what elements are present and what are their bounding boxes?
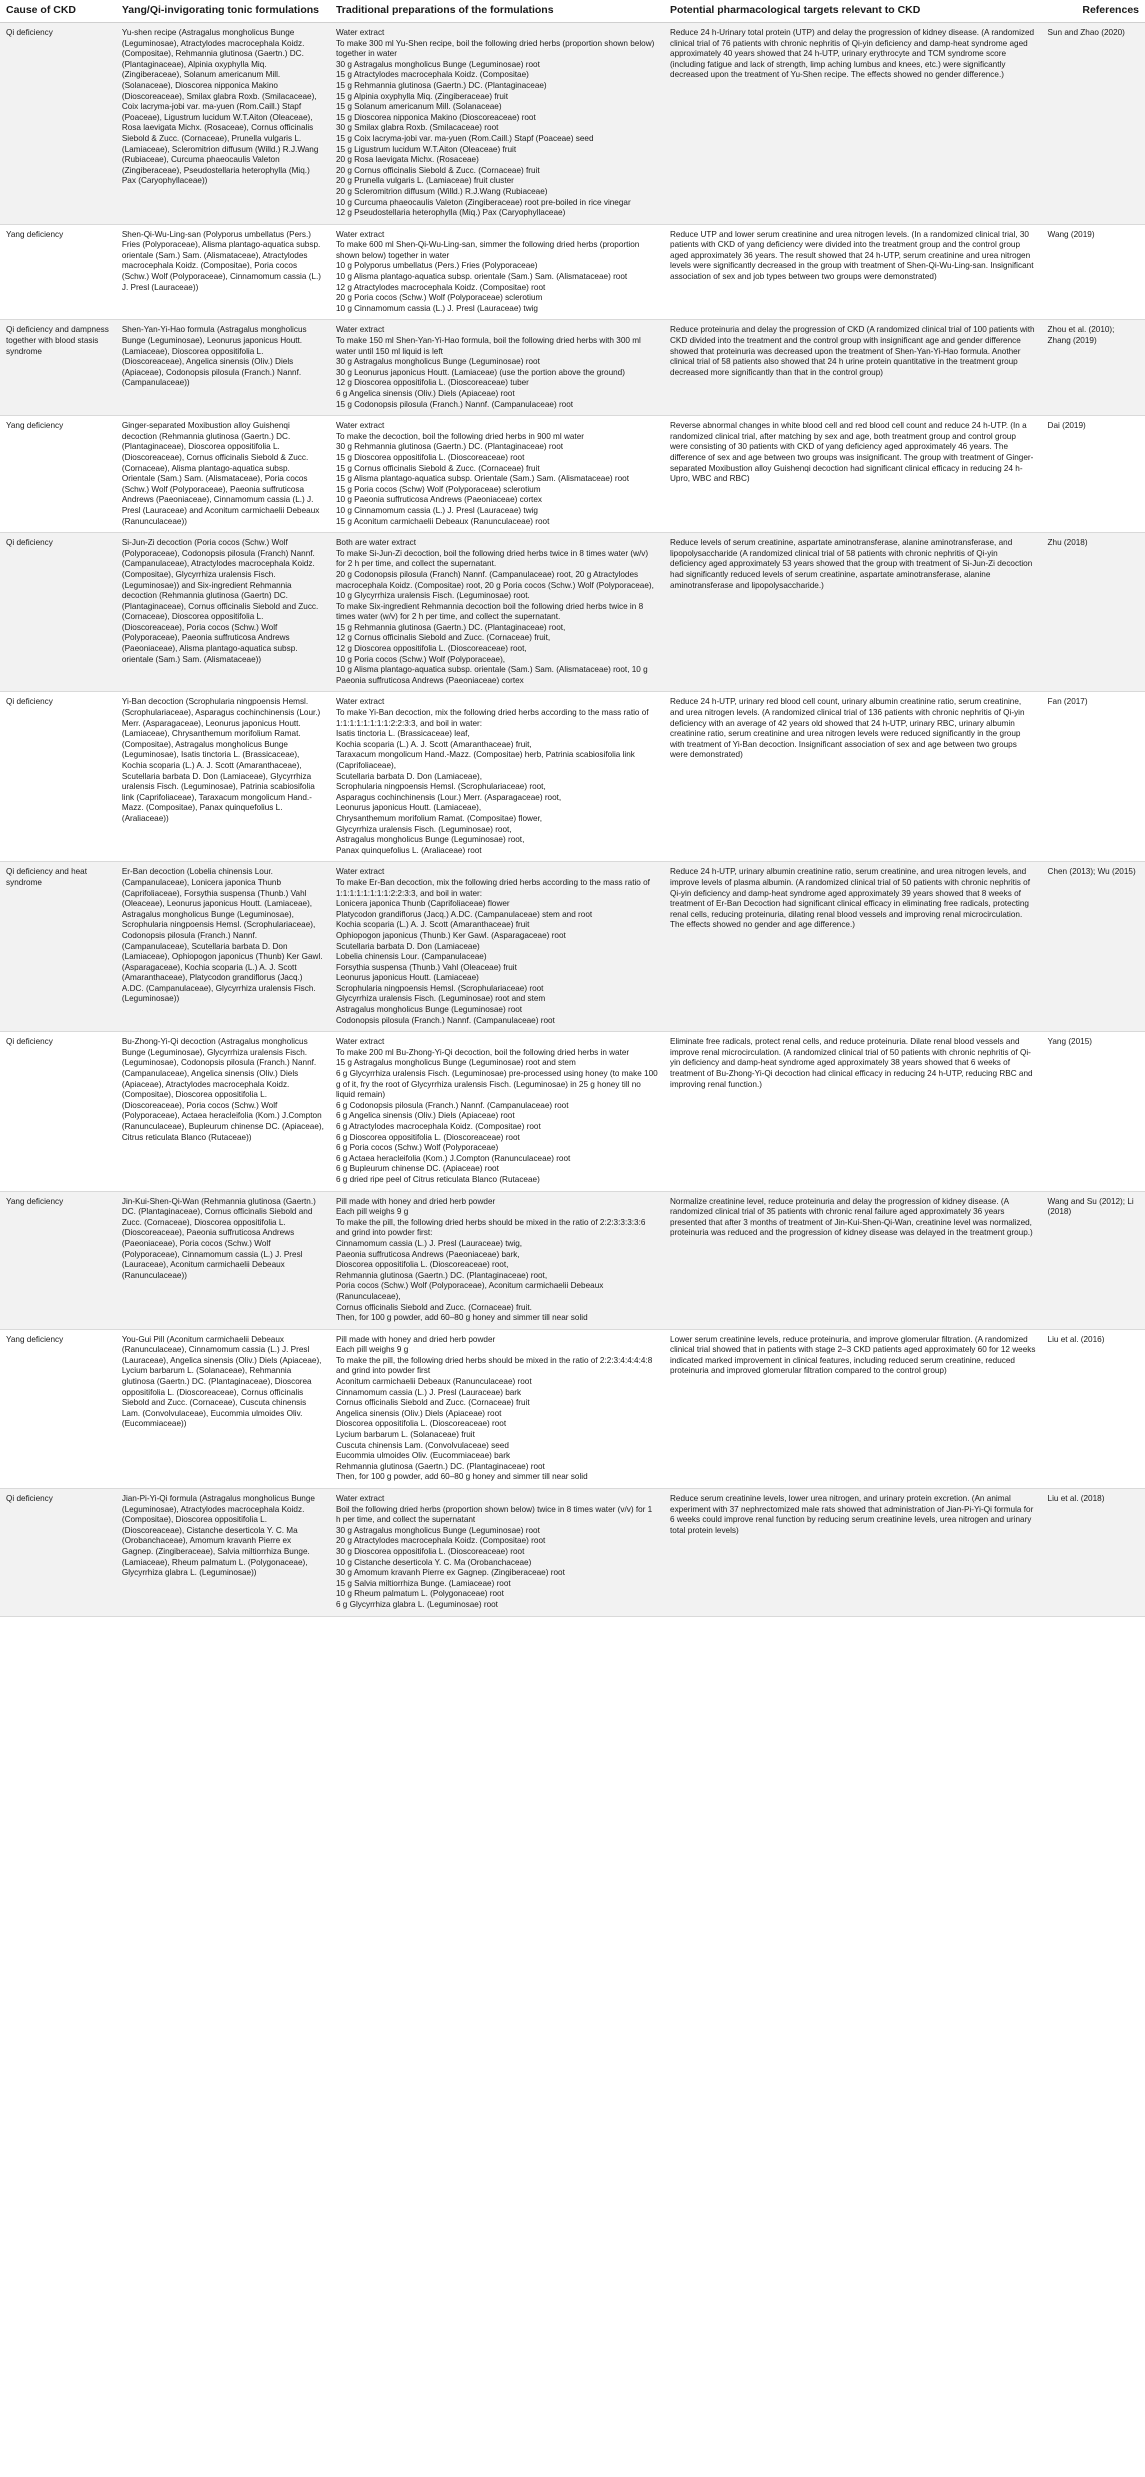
targets-cell: Reduce levels of serum creatinine, aspartate aminotransferase, alanine aminotransferase, and lipopolysaccharide (A randomized clinical trial of 58 patients with chronic nephritis of Qi-yin deficiency aged approximately 53 years showed that the group with treatment of Si-Jun-Zi decoction had significantly reduced levels of serum creatinine, aspartate aminotransferase, alanine aminotransferase and lipopolysaccharide.): [664, 533, 1042, 692]
preparation-cell: [330, 23, 664, 225]
preparation-line: Lycium barbarum L. (Solanaceae) fruit: [335, 1430, 475, 1440]
formulation-cell: Ginger-separated Moxibustion alloy Guishenqi decoction (Rehmannia glutinosa (Gaertn.) DC. (Plantaginaceae), Dioscorea oppositifolia L. (Dioscoreaceae), Cornus officinalis Siebold & Zucc. (Cornaceae), Alisma plantago-aquatica subsp. Orientale (Sam.) Sam. (Alismataceae), Poria cocos (Schw.) Wolf (Polyporaceae), Paeonia suffruticosa Andrews (Paeoniaceae), Cinnamomum cassia (L.) J. Presl (Lauraceae) and Aconitum carmichaelii Debeaux (Ranunculaceae)): [116, 416, 330, 533]
preparation-line: 15 g Cornus officinalis Siebold & Zucc. (Cornaceae) fruit: [335, 463, 540, 473]
preparation-line: 30 g Astragalus mongholicus Bunge (Leguminosae) root: [335, 1525, 540, 1535]
reference-cell: Wang (2019): [1042, 224, 1145, 320]
preparation-line: Glycyrrhiza uralensis Fisch. (Leguminosae) root and stem: [335, 994, 546, 1004]
preparation-line: Kochia scoparia (L.) A. J. Scott (Amaranthaceae) fruit,: [335, 739, 532, 749]
preparation-line: Panax quinquefolius L. (Araliaceae) root: [335, 845, 482, 855]
cause-cell: Qi deficiency: [0, 533, 116, 692]
preparation-line: To make 200 ml Bu-Zhong-Yi-Qi decoction, boil the following dried herbs in water: [335, 1047, 630, 1057]
preparation-line: Leonurus japonicus Houtt. (Lamiaceae): [335, 973, 479, 983]
formulation-cell: Yu-shen recipe (Astragalus mongholicus Bunge (Leguminosae), Atractylodes macrocephala Koidz. (Compositae), Rehmannia glutinosa (Gaertn.) DC. (Plantaginaceae), Alpinia oxyphylla Miq. (Zingiberaceae), Solanum americanum Mill. (Solanaceae), Dioscorea nipponica Makino (Dioscoreaceae), Smilax glabra Roxb. (Smilacaceae), Coix lacryma-jobi var. ma-yuen (Rom.Caill.) Stapf (Poaceae), Ligustrum lucidum W.T.Aiton (Oleaceae), Rosa laevigata Michx. (Rosaceae), Cornus officinalis Siebold & Zucc. (Cornaceae), Prunella vulgaris L. (Lamiaceae), Scleromitrion diffusum (Willd.) R.J.Wang (Rubiaceae), Curcuma phaeocaulis Valeton (Zingiberaceae), Pseudostellaria heterophylla (Miq.) Pax (Caryophyllaceae)): [116, 23, 330, 225]
preparation-cell: [330, 1329, 664, 1488]
preparation-line: 12 g Cornus officinalis Siebold and Zucc. (Cornaceae) fruit,: [335, 633, 551, 643]
preparation-cell: [330, 320, 664, 416]
formulation-cell: Shen-Yan-Yi-Hao formula (Astragalus mongholicus Bunge (Leguminosae), Leonurus japonicus Houtt. (Lamiaceae), Dioscorea oppositifolia L. (Dioscoreaceae), Angelica sinensis (Oliv.) Diels (Apiaceae), Codonopsis pilosula (Franch.) Nannf. (Campanulaceae)): [116, 320, 330, 416]
preparation-line: Pill made with honey and dried herb powder: [335, 1196, 496, 1206]
preparation-line: 12 g Atractylodes macrocephala Koidz. (Compositae) root: [335, 282, 546, 292]
targets-cell: Reverse abnormal changes in white blood cell and red blood cell count and reduce 24 h-UTP. (In a randomized clinical trial, after matching by sex and age, both treatment group and control group were consisting of 30 patients with CKD of yang deficiency aged approximately 46 years. The difference of sex and age between two groups was insignificant. The group with treatment of Ginger-separated Moxibustion alloy Guishenqi decoction had significant clinical efficacy in reducing 24 h-Upro, WBC and RBC): [664, 416, 1042, 533]
table-row: [0, 1329, 1145, 1488]
preparation-line: 10 g Cinnamomum cassia (L.) J. Presl (Lauraceae) twig: [335, 505, 538, 515]
preparation-line: 30 g Amomum kravanh Pierre ex Gagnep. (Zingiberaceae) root: [335, 1568, 565, 1578]
preparation-cell: [330, 533, 664, 692]
preparation-line: 6 g Codonopsis pilosula (Franch.) Nannf. (Campanulaceae) root: [335, 1100, 569, 1110]
preparation-line: To make the pill, the following dried herbs should be mixed in the ratio of 2:2:3:3:3:3:6 and grind into powder first:: [335, 1217, 646, 1238]
preparation-cell: [330, 1191, 664, 1329]
formulation-cell: Jian-Pi-Yi-Qi formula (Astragalus mongholicus Bunge (Leguminosae), Atractylodes macrocephala Koidz. (Compositae), Dioscorea oppositifolia L. (Dioscoreaceae), Cistanche deserticola Y. C. Ma (Orobanchaceae), Amomum kravanh Pierre ex Gagnep. (Zingiberaceae), Salvia miltiorrhiza Bunge. (Lamiaceae), Rheum palmatum L. (Polygonaceae), Glycyrrhiza glabra L. (Leguminosae)): [116, 1489, 330, 1617]
preparation-line: Astragalus mongholicus Bunge (Leguminosae) root,: [335, 835, 525, 845]
header-references: References: [1042, 0, 1145, 23]
preparation-line: 12 g Dioscorea oppositifolia L. (Dioscoreaceae) root,: [335, 644, 527, 654]
preparation-line: To make 150 ml Shen-Yan-Yi-Hao formula, boil the following dried herbs with 300 ml water until 150 ml liquid is left: [335, 336, 641, 356]
preparation-line: 6 g Atractylodes macrocephala Koidz. (Compositae) root: [335, 1122, 541, 1131]
formulation-cell: Jin-Kui-Shen-Qi-Wan (Rehmannia glutinosa (Gaertn.) DC. (Plantaginaceae), Cornus officinalis Siebold and Zucc. (Cornaceae), Dioscorea oppositifolia L. (Dioscoreaceae), Paeonia suffruticosa Andrews (Paeoniaceae), Poria cocos (Schw.) Wolf (Polyporaceae), Cinnamomum cassia (L.) J. Presl (Lauraceae), Aconitum carmichaelii Debeaux (Ranunculaceae)): [116, 1191, 330, 1329]
preparation-line: To make Si-Jun-Zi decoction, boil the following dried herbs twice in 8 times water (w/v) for 2 h per time, and collect the supernatant.: [335, 548, 649, 569]
cause-cell: Qi deficiency: [0, 1489, 116, 1617]
preparation-line: 30 g Rehmannia glutinosa (Gaertn.) DC. (Plantaginaceae) root: [335, 442, 564, 452]
preparation-line: 6 g Dioscorea oppositifolia L. (Dioscoreaceae) root: [335, 1132, 520, 1142]
preparation-line: 15 g Alisma plantago-aquatica subsp. Orientale (Sam.) Sam. (Alismataceae) root: [335, 474, 630, 484]
preparation-line: Water extract: [335, 697, 385, 707]
cause-cell: Yang deficiency: [0, 1329, 116, 1488]
formulation-cell: Yi-Ban decoction (Scrophularia ningpoensis Hemsl. (Scrophulariaceae), Asparagus cochinchinensis (Lour.) Merr. (Asparagaceae), Leonurus japonicus Houtt. (Lamiaceae), Chrysanthemum morifolium Ramat. (Compositae), Astragalus mongholicus Bunge (Leguminosae), Isatis tinctoria L. (Brassicaceae), Kochia scoparia (L.) A. J. Scott (Amaranthaceae), Scutellaria barbata D. Don (Lamiaceae), Glycyrrhiza uralensis Fisch. (Leguminosae), Patrinia scabiosifolia link (Caprifoliaceae), Taraxacum mongolicum Hand.-Mazz. (Compositae), Panax quinquefolius L. (Araliaceae)): [116, 692, 330, 862]
preparation-line: 10 g Cinnamomum cassia (L.) J. Presl (Lauraceae) twig: [335, 303, 538, 313]
reference-cell: Sun and Zhao (2020): [1042, 23, 1145, 225]
cause-cell: Qi deficiency and dampness together with blood stasis syndrome: [0, 320, 116, 416]
table-body: [0, 23, 1145, 1617]
preparation-line: Then, for 100 g powder, add 60–80 g honey and simmer till near solid: [335, 1472, 588, 1482]
preparation-line: Pill made with honey and dried herb powder: [335, 1334, 496, 1344]
preparation-line: Water extract: [335, 1037, 385, 1047]
preparation-line: 10 g Poria cocos (Schw.) Wolf (Polyporaceae),: [335, 654, 506, 664]
preparation-line: 6 g Poria cocos (Schw.) Wolf (Polyporaceae): [335, 1143, 499, 1153]
header-formulations: Yang/Qi-invigorating tonic formulations: [116, 0, 330, 23]
preparation-line: Scutellaria barbata D. Don (Lamiaceae): [335, 941, 480, 951]
preparation-line: Isatis tinctoria L. (Brassicaceae) leaf,: [335, 729, 470, 739]
preparation-line: 20 g Scleromitrion diffusum (Willd.) R.J.Wang (Rubiaceae): [335, 186, 548, 196]
preparation-line: Platycodon grandiflorus (Jacq.) A.DC. (Campanulaceae) stem and root: [335, 909, 593, 919]
preparation-line: Ophiopogon japonicus (Thunb.) Ker Gawl. (Asparagaceae) root: [335, 930, 566, 940]
preparation-cell: [330, 692, 664, 862]
preparation-line: Taraxacum mongolicum Hand.-Mazz. (Compositae) herb, Patrinia scabiosifolia link (Caprifoliaceae),: [335, 750, 635, 770]
preparation-line: Cinnamomum cassia (L.) J. Presl (Lauraceae) bark: [335, 1387, 522, 1397]
preparation-line: Then, for 100 g powder, add 60–80 g honey and simmer till near solid: [335, 1313, 588, 1323]
preparation-line: Kochia scoparia (L.) A. J. Scott (Amaranthaceae) fruit: [335, 920, 530, 930]
preparation-line: To make Six-ingredient Rehmannia decoction boil the following dried herbs twice in 8 times water (w/v) for 2 h per time, and collect the supernatant.: [335, 601, 644, 622]
preparation-line: Water extract: [335, 867, 385, 877]
table-row: [0, 692, 1145, 862]
preparation-line: 6 g Angelica sinensis (Oliv.) Diels (Apiaceae) root: [335, 1111, 515, 1121]
preparation-line: 10 g Curcuma phaeocaulis Valeton (Zingiberaceae) root pre-boiled in rice vinegar: [335, 197, 631, 207]
cause-cell: Qi deficiency: [0, 1032, 116, 1191]
cause-cell: Yang deficiency: [0, 416, 116, 533]
formulation-cell: Si-Jun-Zi decoction (Poria cocos (Schw.) Wolf (Polyporaceae), Codonopsis pilosula (Franch) Nannf. (Campanulaceae), Atractylodes macrocephala Koidz. (Compositae), Glycyrrhiza uralensis Fisch. (Leguminosae)) and Six-ingredient Rehmannia decoction (Rehmannia glutinosa (Gaertn) DC. (Plantaginaceae), Cornus officinalis Siebold and Zucc. (Cornaceae), Dioscorea oppositifolia L. (Dioscoreaceae), Poria cocos (Schw.) Wolf (Polyporaceae), Paeonia suffruticosa Andrews (Paeoniaceae), Alisma plantago-aquatica subsp. orientale (Sam.) Sam. (Alismataceae)): [116, 533, 330, 692]
table-row: [0, 862, 1145, 1032]
preparation-line: 15 g Solanum americanum Mill. (Solanaceae): [335, 102, 502, 112]
reference-cell: Liu et al. (2016): [1042, 1329, 1145, 1488]
preparation-line: 15 g Aconitum carmichaelii Debeaux (Ranunculaceae) root: [335, 516, 550, 526]
table-row: [0, 23, 1145, 225]
preparation-line: 6 g Angelica sinensis (Oliv.) Diels (Apiaceae) root: [335, 389, 515, 398]
preparation-line: 10 g Glycyrrhiza uralensis Fisch. (Leguminosae) root.: [335, 591, 530, 601]
table-header-row: [0, 0, 1145, 23]
preparation-line: 15 g Rehmannia glutinosa (Gaertn.) DC. (Plantaginaceae) root,: [335, 622, 566, 632]
reference-cell: Zhu (2018): [1042, 533, 1145, 692]
preparation-line: 20 g Atractylodes macrocephala Koidz. (Compositae) root: [335, 1536, 546, 1546]
preparation-line: 10 g Alisma plantago-aquatica subsp. orientale (Sam.) Sam. (Alismataceae) root: [335, 272, 628, 282]
preparation-line: 15 g Astragalus mongholicus Bunge (Leguminosae) root and stem: [335, 1058, 576, 1068]
preparation-line: Forsythia suspensa (Thunb.) Vahl (Oleaceae) fruit: [335, 962, 517, 972]
preparation-line: Angelica sinensis (Oliv.) Diels (Apiaceae) root: [335, 1408, 502, 1418]
preparation-line: 15 g Salvia miltiorrhiza Bunge. (Lamiaceae) root: [335, 1578, 511, 1588]
preparation-line: 30 g Astragalus mongholicus Bunge (Leguminosae) root: [335, 59, 540, 69]
preparation-cell: [330, 1489, 664, 1617]
preparation-line: Cornus officinalis Siebold and Zucc. (Cornaceae) fruit.: [335, 1302, 532, 1312]
preparation-line: Lonicera japonica Thunb (Caprifoliaceae) flower: [335, 899, 510, 909]
preparation-line: Each pill weighs 9 g: [335, 1345, 409, 1355]
preparation-line: Dioscorea oppositifolia L. (Dioscoreaceae) root,: [335, 1260, 509, 1270]
targets-cell: Reduce proteinuria and delay the progression of CKD (A randomized clinical trial of 100 patients with CKD divided into the treatment and the control group with insignificant age and gender difference showed that proteinuria was decreased upon the treatment of Shen-Yan-Yi-Hao formula. Another clinical trial of 58 patients also showed that 24 h urine protein quantitative in the treatment group decreased more significantly than that in the control group): [664, 320, 1042, 416]
reference-cell: Liu et al. (2018): [1042, 1489, 1145, 1617]
preparation-line: 6 g Bupleurum chinense DC. (Apiaceae) root: [335, 1164, 499, 1174]
cause-cell: Yang deficiency: [0, 224, 116, 320]
preparation-line: 10 g Paeonia suffruticosa Andrews (Paeoniaceae) cortex: [335, 495, 542, 505]
table-row: [0, 1191, 1145, 1329]
preparation-line: Water extract: [335, 421, 385, 431]
preparation-line: Chrysanthemum morifolium Ramat. (Compositae) flower,: [335, 813, 543, 823]
formulation-cell: Bu-Zhong-Yi-Qi decoction (Astragalus mongholicus Bunge (Leguminosae), Glycyrrhiza uralensis Fisch. (Leguminosae), Codonopsis pilosula (Franch.) Nannf. (Campanulaceae), Angelica sinensis (Oliv.) Diels (Apiaceae), Atractylodes macrocephala Koidz. (Compositae), Dioscorea oppositifolia L. (Dioscoreaceae), Poria cocos (Schw.) Wolf (Polyporaceae), Actaea heracleifolia (Kom.) J.Compton (Ranunculaceae), Bupleurum chinense DC. (Apiaceae), Citrus reticulata Blanco (Rutaceae)): [116, 1032, 330, 1191]
preparation-line: Rehmannia glutinosa (Gaertn.) DC. (Plantaginaceae) root,: [335, 1270, 548, 1280]
preparation-line: 20 g Cornus officinalis Siebold & Zucc. (Cornaceae) fruit: [335, 165, 540, 175]
header-cause: Cause of CKD: [0, 0, 116, 23]
targets-cell: Reduce UTP and lower serum creatinine and urea nitrogen levels. (In a randomized clinical trial, 30 patients with CKD of yang deficiency were divided into the treatment group and the control group aged approximately 36 years. The result showed that 24 h-UTP, serum creatinine and urea nitrogen levels were significantly decreased in the group with treatment of Shen-Qi-Wu-Ling-san. Insignificant association of sex and job types between two groups were demonstrated): [664, 224, 1042, 320]
preparation-line: 15 g Atractylodes macrocephala Koidz. (Compositae): [335, 70, 529, 80]
preparation-line: 30 g Dioscorea oppositifolia L. (Dioscoreaceae) root: [335, 1546, 525, 1556]
targets-cell: Reduce 24 h-Urinary total protein (UTP) and delay the progression of kidney disease. (A randomized clinical trial of 76 patients with chronic nephritis of Qi-yin deficiency and damp-heat syndrome aged approximately 40 years showed that 24 h-UTP, urinary erythrocyte and TCM syndrome score (including fatigue and lack of strength, limp aching lumbus and knees, etc.) were significantly decreased upon the treatment of Yu-Shen recipe. The effects showed no gender difference.): [664, 23, 1042, 225]
cause-cell: Yang deficiency: [0, 1191, 116, 1329]
preparation-line: Aconitum carmichaelii Debeaux (Ranunculaceae) root: [335, 1377, 532, 1387]
preparation-line: Dioscorea oppositifolia L. (Dioscoreaceae) root: [335, 1419, 507, 1429]
preparation-line: Leonurus japonicus Houtt. (Lamiaceae),: [335, 803, 482, 813]
table-row: [0, 533, 1145, 692]
preparation-line: 6 g Glycyrrhiza glabra L. (Leguminosae) root: [335, 1599, 498, 1609]
preparation-line: 6 g dried ripe peel of Citrus reticulata Blanco (Rutaceae): [335, 1174, 540, 1184]
preparation-line: 10 g Cistanche deserticola Y. C. Ma (Orobanchaceae): [335, 1557, 532, 1567]
preparation-line: To make 300 ml Yu-Shen recipe, boil the following dried herbs (proportion shown below) together in water: [335, 38, 655, 59]
reference-cell: Chen (2013); Wu (2015): [1042, 862, 1145, 1032]
preparation-line: Cuscuta chinensis Lam. (Convolvulaceae) seed: [335, 1440, 509, 1450]
formulation-cell: Er-Ban decoction (Lobelia chinensis Lour. (Campanulaceae), Lonicera japonica Thunb (Caprifoliaceae), Forsythia suspensa (Thunb.) Vahl (Oleaceae), Leonurus japonicus Houtt. (Lamiaceae), Astragalus mongholicus Bunge (Leguminosae), Scrophularia ningpoensis Hemsl. (Scrophulariaceae), Codonopsis pilosula (Franch.) Nannf. (Campanulaceae), Scutellaria barbata D. Don (Lamiaceae), Ophiopogon japonicus (Thunb) Ker Gawl. (Asparagaceae), Kochia scoparia (L.) A. J. Scott (Amaranthaceae), Platycodon grandiflorus (Jacq.) A.DC. (Campanulaceae), Glycyrrhiza uralensis Fisch. (Leguminosae)): [116, 862, 330, 1032]
preparation-line: 10 g Alisma plantago-aquatica subsp. orientale (Sam.) Sam. (Alismataceae) root, 10 g Paeonia suffruticosa Andrews (Paeoniaceae) cortex: [335, 665, 648, 685]
preparation-line: 30 g Leonurus japonicus Houtt. (Lamiaceae) (use the portion above the ground): [335, 367, 625, 377]
preparation-line: To make 600 ml Shen-Qi-Wu-Ling-san, simmer the following dried herbs (proportion shown below) together in water: [335, 240, 640, 260]
targets-cell: Lower serum creatinine levels, reduce proteinuria, and improve glomerular filtration. (A randomized clinical trial showed that in patients with stage 2–3 CKD patients aged approximately 60 for 12 weeks indicated marked improvement in clinical features, including reduced serum creatinine, reduced proteinuria and improved glomerular filtration compared to the control group): [664, 1329, 1042, 1488]
preparation-line: Each pill weighs 9 g: [335, 1207, 409, 1217]
targets-cell: Reduce serum creatinine levels, lower urea nitrogen, and urinary protein excretion. (An animal experiment with 37 nephrectomized male rats showed that administration of Jian-Pi-Yi-Qi formula for 6 weeks could improve renal function by reducing serum creatinine levels, urea nitrogen and urinary total protein levels): [664, 1489, 1042, 1617]
cause-cell: Qi deficiency: [0, 692, 116, 862]
formulation-cell: Shen-Qi-Wu-Ling-san (Polyporus umbellatus (Pers.) Fries (Polyporaceae), Alisma plantago-aquatica subsp. orientale (Sam.) Sam. (Alismataceae), Atractylodes macrocephala Koidz. (Compositae), Poria cocos (Schw.) Wolf (Polyporaceae), Cinnamomum cassia (L.) J. Presl (Lauraceae)): [116, 224, 330, 320]
preparation-line: Boil the following dried herbs (proportion shown below) twice in 8 times water (v/v) for 1 h per time, and collect the supernatant: [335, 1504, 653, 1525]
reference-cell: Dai (2019): [1042, 416, 1145, 533]
targets-cell: Normalize creatinine level, reduce proteinuria and delay the progression of kidney disease. (A randomized clinical trial of 35 patients with chronic renal failure aged approximately 36 years presented that after 3 months of treatment of Jin-Kui-Shen-Qi-Wan, creatinine level was normalized, proteinuria was reduced and the progression of kidney disease was delayed in the treatment group.): [664, 1191, 1042, 1329]
preparation-line: To make Yi-Ban decoction, mix the following dried herbs according to the mass ratio of 1:1:1:1:1:1:1:1:2:2:3:3, and boil in water:: [335, 708, 649, 728]
preparation-line: 12 g Dioscorea oppositifolia L. (Dioscoreaceae) tuber: [335, 378, 529, 388]
preparation-line: Paeonia suffruticosa Andrews (Paeoniaceae) bark,: [335, 1249, 520, 1259]
preparation-line: Scrophularia ningpoensis Hemsl. (Scrophulariaceae) root,: [335, 782, 546, 792]
cause-cell: Qi deficiency: [0, 23, 116, 225]
preparation-line: Scutellaria barbata D. Don (Lamiaceae),: [335, 771, 483, 781]
header-preparations: Traditional preparations of the formulations: [330, 0, 664, 23]
formulation-cell: You-Gui Pill (Aconitum carmichaelii Debeaux (Ranunculaceae), Cinnamomum cassia (L.) J. Presl (Lauraceae), Angelica sinensis (Oliv.) Diels (Apiaceae), Lycium barbarum L. (Solanaceae), Rehmannia glutinosa (Gaertn.) DC. (Plantaginaceae), Dioscorea oppositifolia L. (Dioscoreaceae), Cornus officinalis Siebold and Zucc. (Cornaceae), Cuscuta chinensis Lam. (Convolvulaceae), Eucommia ulmoides Oliv. (Eucommiaceae)): [116, 1329, 330, 1488]
preparation-line: 20 g Rosa laevigata Michx. (Rosaceae): [335, 155, 479, 165]
preparation-line: 20 g Codonopsis pilosula (Franch) Nannf. (Campanulaceae) root, 20 g Atractylodes macrocephala Koidz. (Compositae) root, 20 g Poria cocos (Schw.) Wolf (Polyporaceae),: [335, 569, 654, 590]
preparation-line: Water extract: [335, 229, 385, 239]
preparation-line: Water extract: [335, 28, 385, 37]
preparation-line: 15 g Ligustrum lucidum W.T.Aiton (Oleaceae) fruit: [335, 144, 517, 154]
preparation-line: To make the decoction, boil the following dried herbs in 900 ml water: [335, 431, 584, 441]
preparation-line: 15 g Coix lacryma-jobi var. ma-yuen (Rom.Caill.) Stapf (Poaceae) seed: [335, 133, 594, 143]
reference-cell: Wang and Su (2012); Li (2018): [1042, 1191, 1145, 1329]
preparation-line: Rehmannia glutinosa (Gaertn.) DC. (Plantaginaceae) root: [335, 1461, 545, 1471]
preparation-line: Scrophularia ningpoensis Hemsl. (Scrophulariaceae) root: [335, 983, 544, 993]
preparation-line: 6 g Actaea heracleifolia (Kom.) J.Compton (Ranunculaceae) root: [335, 1153, 571, 1163]
preparation-line: 10 g Rheum palmatum L. (Polygonaceae) root: [335, 1589, 504, 1599]
preparation-line: To make the pill, the following dried herbs should be mixed in the ratio of 2:2:3:4:4:4:4:8 and grind into powder first: [335, 1355, 653, 1376]
preparation-cell: [330, 224, 664, 320]
cause-cell: Qi deficiency and heat syndrome: [0, 862, 116, 1032]
table-row: [0, 1032, 1145, 1191]
preparation-line: Cinnamomum cassia (L.) J. Presl (Lauraceae) twig,: [335, 1238, 523, 1248]
preparation-line: Water extract: [335, 325, 385, 335]
preparation-cell: [330, 416, 664, 533]
preparation-line: 6 g Glycyrrhiza uralensis Fisch. (Leguminosae) pre-processed using honey (to make 100 g of it, fry the root of Glycyrrhiza uralensis Fisch. (Leguminosae) in 25 g honey till no liquid remain): [335, 1069, 658, 1100]
reference-cell: Yang (2015): [1042, 1032, 1145, 1191]
preparation-cell: [330, 862, 664, 1032]
targets-cell: Reduce 24 h-UTP, urinary red blood cell count, urinary albumin creatinine ratio, serum creatinine, and urea nitrogen levels. (A randomized clinical trial of 136 patients with chronic nephritis of Qi-yin deficiency with an average of 42 years old showed that 24 h-UTP, urinary RBC, urinary albumin creatinine ratio, serum creatinine and urea nitrogen levels were reduced significantly in the group with treatment of Yi-Ban decoction. Insignificant association of sex and age between two groups were demonstrated): [664, 692, 1042, 862]
preparation-line: 30 g Smilax glabra Roxb. (Smilacaceae) root: [335, 123, 499, 133]
preparation-line: Eucommia ulmoides Oliv. (Eucommiaceae) bark: [335, 1451, 511, 1461]
table-row: [0, 224, 1145, 320]
preparation-line: 30 g Astragalus mongholicus Bunge (Leguminosae) root: [335, 357, 540, 367]
reference-cell: Zhou et al. (2010); Zhang (2019): [1042, 320, 1145, 416]
preparation-line: 15 g Dioscorea oppositifolia L. (Dioscoreaceae) root: [335, 452, 525, 462]
preparation-line: Cornus officinalis Siebold and Zucc. (Cornaceae) fruit: [335, 1398, 530, 1408]
targets-cell: Reduce 24 h-UTP, urinary albumin creatinine ratio, serum creatinine, and urea nitrogen levels, and improve levels of plasma albumin. (A randomized clinical trial of 50 patients with chronic nephritis of Qi-yin deficiency and damp-heat syndrome aged approximately 39 years showed that 8 weeks of treatment of Er-Ban Decoction had significant clinical efficacy in eliminating free radicals, protecting renal cells, reducing proteinuria, dilating renal blood vessels and improving renal microcirculation. The effects showed no gender and age difference.): [664, 862, 1042, 1032]
header-targets: Potential pharmacological targets relevant to CKD: [664, 0, 1042, 23]
preparation-line: 15 g Rehmannia glutinosa (Gaertn.) DC. (Plantaginaceae): [335, 80, 547, 90]
preparation-line: 15 g Codonopsis pilosula (Franch.) Nannf. (Campanulaceae) root: [335, 399, 574, 409]
reference-cell: Fan (2017): [1042, 692, 1145, 862]
preparation-line: Codonopsis pilosula (Franch.) Nannf. (Campanulaceae) root: [335, 1015, 555, 1025]
preparation-line: 15 g Alpinia oxyphylla Miq. (Zingiberaceae) fruit: [335, 91, 508, 101]
preparation-line: To make Er-Ban decoction, mix the following dried herbs according to the mass ratio of 1:1:1:1:1:1:1:1:2:2:3:3, and boil in water:: [335, 877, 650, 898]
table-row: [0, 320, 1145, 416]
preparation-line: Both are water extract: [335, 538, 417, 548]
preparation-line: Poria cocos (Schw.) Wolf (Polyporaceae), Aconitum carmichaelii Debeaux (Ranunculaceae),: [335, 1281, 604, 1301]
targets-cell: Eliminate free radicals, protect renal cells, and reduce proteinuria. Dilate renal blood vessels and improve renal microcirculation. (A randomized clinical trial of 50 patients with chronic nephritis of Qi-yin deficiency and damp-heat syndrome aged approximately 38 years showed that 6 weeks of treatment of Bu-Zhong-Yi-Qi decoction had clinical efficacy in reducing 24 h-UTP, reducing RBC and improving renal function.): [664, 1032, 1042, 1191]
preparation-line: Astragalus mongholicus Bunge (Leguminosae) root: [335, 1005, 523, 1015]
preparation-line: 15 g Dioscorea nipponica Makino (Dioscoreaceae) root: [335, 112, 536, 122]
table-row: [0, 416, 1145, 533]
table-row: [0, 1489, 1145, 1617]
preparation-line: Glycyrrhiza uralensis Fisch. (Leguminosae) root,: [335, 824, 512, 834]
preparation-cell: [330, 1032, 664, 1191]
preparation-line: Lobelia chinensis Lour. (Campanulaceae): [335, 952, 487, 962]
preparation-line: Water extract: [335, 1494, 385, 1503]
preparation-line: 20 g Prunella vulgaris L. (Lamiaceae) fruit cluster: [335, 176, 514, 186]
preparation-line: 12 g Pseudostellaria heterophylla (Miq.) Pax (Caryophyllaceae): [335, 208, 566, 218]
preparation-line: Asparagus cochinchinensis (Lour.) Merr. (Asparagaceae) root,: [335, 792, 562, 802]
preparation-line: 10 g Polyporus umbellatus (Pers.) Fries (Polyporaceae): [335, 261, 538, 271]
preparation-line: 15 g Poria cocos (Schw) Wolf (Polyporaceae) sclerotium: [335, 484, 541, 494]
preparation-line: 20 g Poria cocos (Schw.) Wolf (Polyporaceae) sclerotium: [335, 293, 543, 303]
